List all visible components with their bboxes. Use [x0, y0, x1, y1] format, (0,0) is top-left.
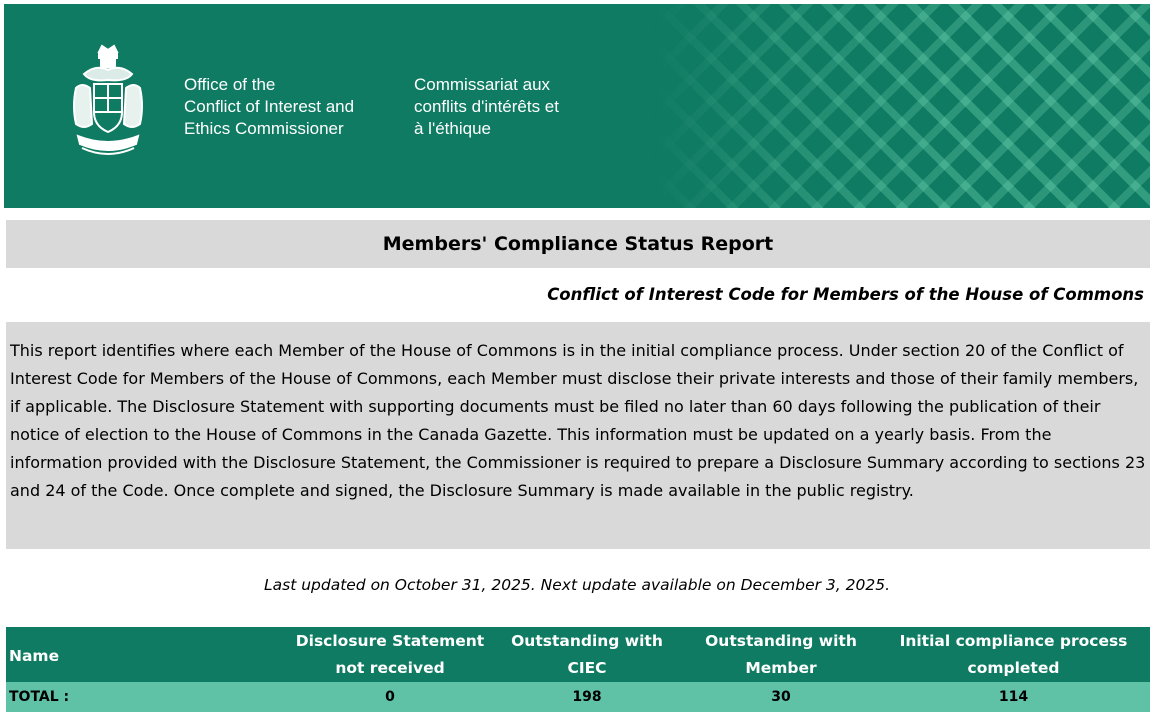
- compliance-table: [6, 627, 1150, 712]
- total-label: TOTAL :: [9, 689, 70, 705]
- column-header-label: Name: [9, 647, 60, 665]
- code-title: Conflict of Interest Code for Members of the House of Commons: [547, 285, 1144, 304]
- column-header-label: Initial compliance process: [899, 631, 1128, 650]
- intro-paragraph: This report identifies where each Member of the House of Commons is in the initial compliance process. Under section 20 of the Conflict of Interest Code for Members of the House of Commons, each Member must disclose their private interests and those of their family members, if applicable. The Disclosure Statement with supporting documents must be filed no later than 60 days following the publication of their notice of election to the House of Commons in the Canada Gazette. This information must be updated on a yearly basis. From the information provided with the Disclosure Statement, the Commissioner is required to prepare a Disclosure Summary according to sections 23 and 24 of the Code. Once complete and signed, the Disclosure Summary is made available in the public registry.: [10, 341, 1146, 500]
- total-outstanding-member: 30: [771, 689, 791, 705]
- coat-of-arms-of-canada-icon: [66, 44, 150, 160]
- column-header-compliance-completed: [877, 627, 1150, 682]
- org-name-english: [184, 74, 354, 140]
- org-name-line: Conflict of Interest and: [184, 97, 355, 116]
- column-header-label: Outstanding with: [511, 631, 663, 650]
- header-banner: [4, 4, 1150, 208]
- org-name-line: conflits d'intérêts et: [414, 97, 559, 116]
- column-header-label: Member: [745, 658, 817, 677]
- column-header-label: not received: [335, 658, 445, 677]
- table-header: [6, 627, 1150, 682]
- total-outstanding-ciec: 198: [572, 689, 602, 705]
- org-name-line: Office of the: [184, 75, 276, 94]
- last-updated-note: Last updated on October 31, 2025. Next update available on December 3, 2025.: [263, 576, 891, 594]
- total-not-received: 0: [385, 689, 395, 705]
- column-header-disclosure-not-received: [291, 627, 489, 682]
- decorative-pattern: [654, 4, 1150, 208]
- table-row-total: [6, 682, 1150, 712]
- column-header-label: Outstanding with: [705, 631, 857, 650]
- org-name-line: à l'éthique: [414, 119, 491, 138]
- column-header-label: completed: [967, 658, 1060, 677]
- column-header-label: Disclosure Statement: [295, 631, 485, 650]
- report-title-bar: [6, 220, 1150, 268]
- intro-box: [6, 322, 1150, 549]
- column-header-outstanding-member: [685, 627, 877, 682]
- column-header-name: [6, 627, 291, 682]
- column-header-label: CIEC: [567, 658, 607, 677]
- report-title: Members' Compliance Status Report: [382, 233, 774, 255]
- org-name-line: Commissariat aux: [414, 75, 551, 94]
- column-header-outstanding-ciec: [489, 627, 685, 682]
- total-completed: 114: [998, 689, 1029, 705]
- org-name-french: [414, 74, 559, 140]
- org-name-line: Ethics Commissioner: [184, 119, 344, 138]
